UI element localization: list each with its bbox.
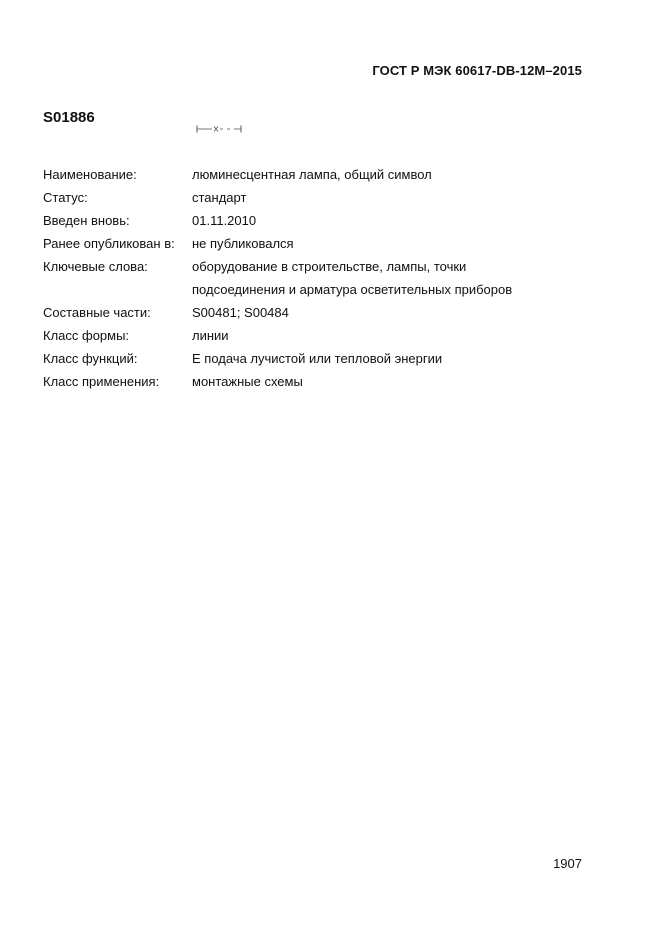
property-value <box>192 186 552 209</box>
property-row <box>43 163 552 186</box>
property-label: Составные части: <box>43 305 151 320</box>
property-value-line: оборудование в строительстве, лампы, точки <box>192 259 467 274</box>
property-label: Наименование: <box>43 167 137 182</box>
property-row <box>43 347 552 370</box>
property-value-line: монтажные схемы <box>192 374 303 389</box>
symbol-code: S01886 <box>43 109 95 126</box>
property-value-line: S00481; S00484 <box>192 305 289 320</box>
property-label: Ключевые слова: <box>43 259 148 274</box>
property-value <box>192 255 552 301</box>
property-row <box>43 370 552 393</box>
property-value-line: E подача лучистой или тепловой энергии <box>192 351 443 366</box>
property-label: Класс функций: <box>43 351 138 366</box>
property-row <box>43 255 552 301</box>
property-row <box>43 209 552 232</box>
property-value <box>192 163 552 186</box>
property-label: Ранее опубликован в: <box>43 236 175 251</box>
property-row <box>43 186 552 209</box>
property-value <box>192 232 552 255</box>
property-value <box>192 209 552 232</box>
property-value-line: линии <box>192 328 229 343</box>
properties-table <box>43 163 552 393</box>
page-number: 1907 <box>553 856 582 871</box>
property-row <box>43 232 552 255</box>
property-value-line: не публиковался <box>192 236 294 251</box>
property-label: Класс формы: <box>43 328 130 343</box>
property-value-line: подсоединения и арматура осветительных приборов <box>192 282 513 297</box>
property-value <box>192 301 552 324</box>
property-row <box>43 301 552 324</box>
property-label: Статус: <box>43 190 88 205</box>
fluorescent-lamp-symbol-icon <box>196 124 242 134</box>
property-row <box>43 324 552 347</box>
property-label: Класс применения: <box>43 374 160 389</box>
standard-header: ГОСТ Р МЭК 60617-DB-12M–2015 <box>372 63 582 78</box>
property-value <box>192 347 552 370</box>
property-label: Введен вновь: <box>43 213 130 228</box>
property-value-line: стандарт <box>192 190 247 205</box>
property-value-line: люминесцентная лампа, общий символ <box>192 167 432 182</box>
property-value <box>192 324 552 347</box>
property-value-line: 01.11.2010 <box>192 213 257 228</box>
property-value <box>192 370 552 393</box>
